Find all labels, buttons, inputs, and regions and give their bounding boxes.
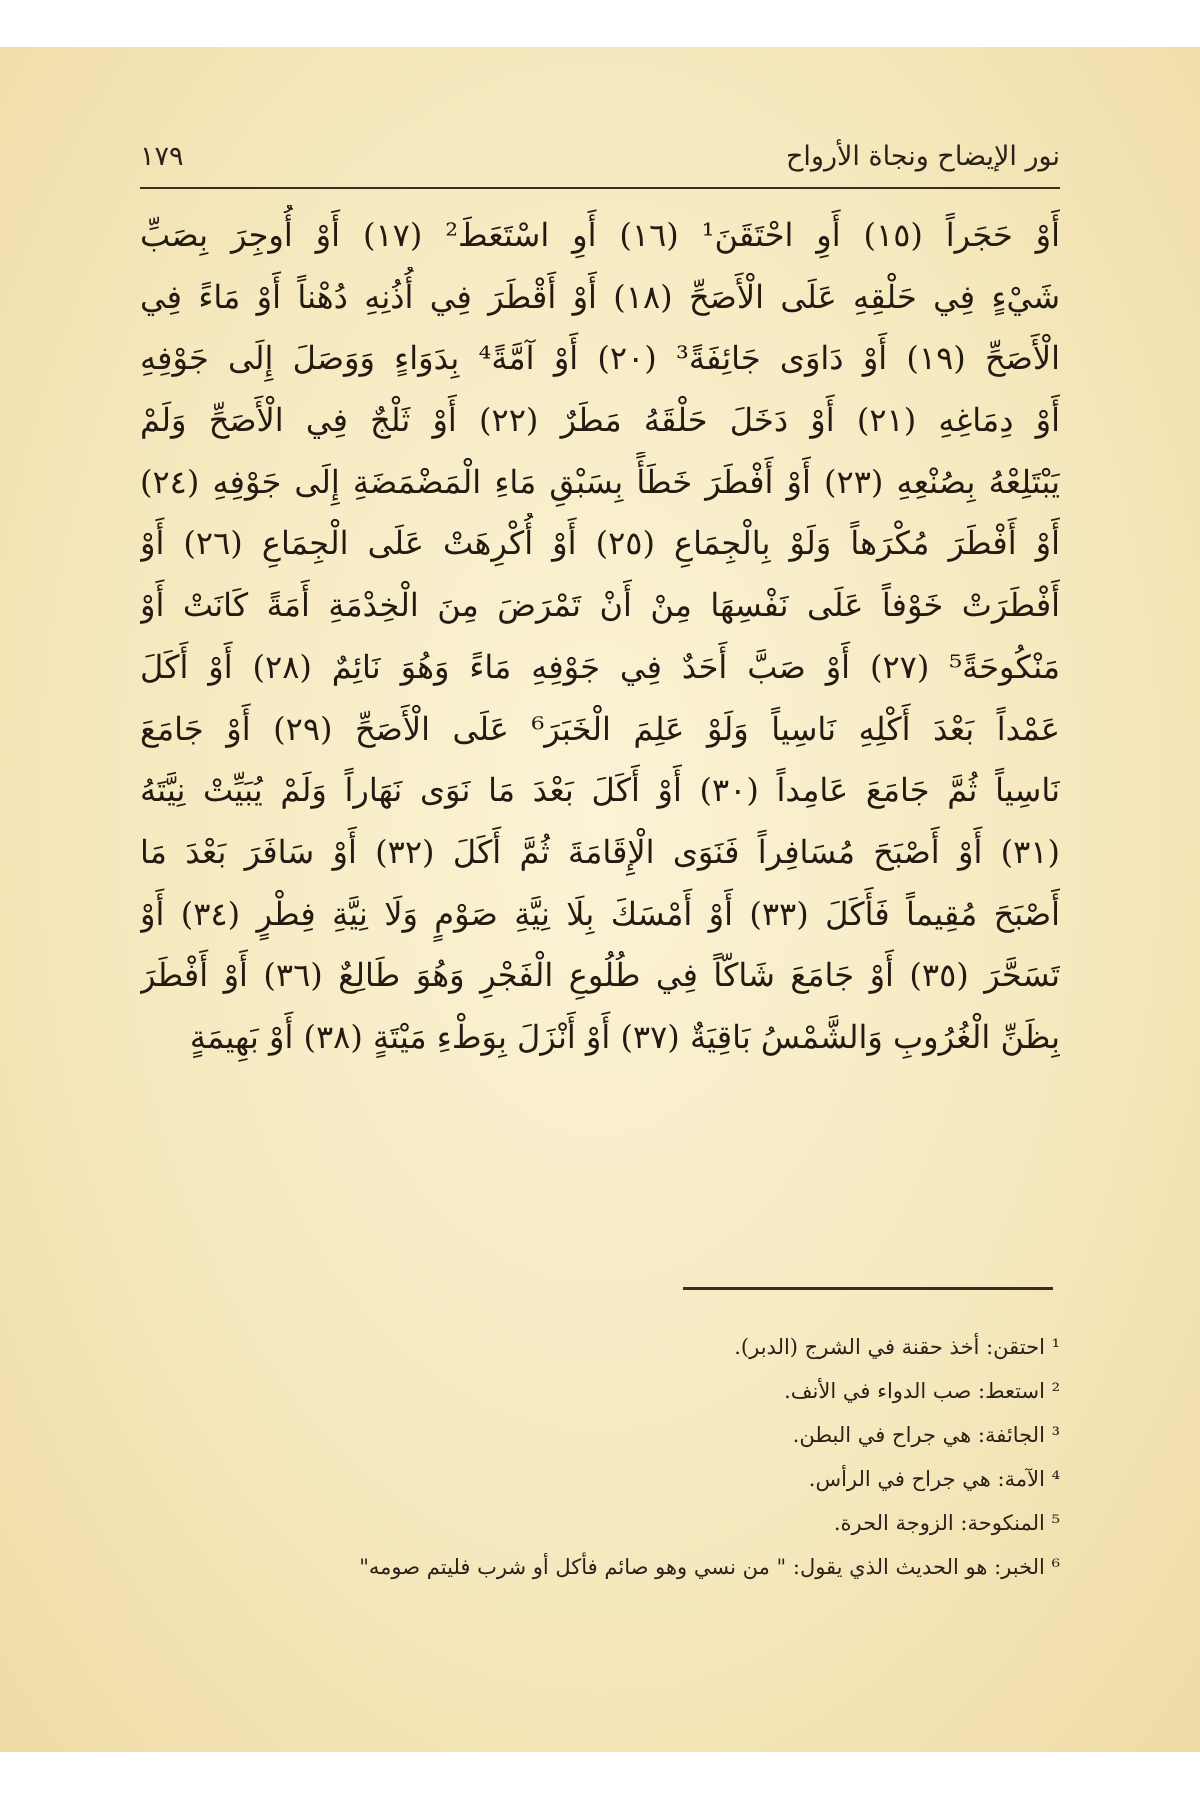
text-line: (٣١) أَوْ أَصْبَحَ مُسَافِراً فَنَوَى الْإِقَامَةَ ثُمَّ أَكَلَ (٣٢) أَوْ سَافَرَ بَعْدَ مَا — [140, 832, 1060, 871]
footnotes — [140, 1325, 1060, 1589]
text-line: أَوْ حَجَراً (١٥) أَوِ احْتَقَنَ¹ (١٦) أَوِ اسْتَعَطَ² (١٧) أَوْ أُوجِرَ بِصَبِّ — [140, 216, 1060, 254]
page-number: ١٧٩ — [140, 141, 184, 172]
text-line: نَاسِياً ثُمَّ جَامَعَ عَامِداً (٣٠) أَوْ أَكَلَ بَعْدَ مَا نَوَى نَهَاراً وَلَمْ يُبَيِّتْ نِيَّتَهُ — [140, 771, 1060, 810]
text-line: مَنْكُوحَةً⁵ (٢٧) أَوْ صَبَّ أَحَدٌ فِي جَوْفِهِ مَاءً وَهُوَ نَائِمٌ (٢٨) أَوْ أَكَلَ — [140, 647, 1060, 686]
footnote: ⁴ الآمة: هي جراح في الرأس. — [808, 1467, 1060, 1491]
text-line: شَيْءٍ فِي حَلْقِهِ عَلَى الْأَصَحِّ (١٨) أَوْ أَقْطَرَ فِي أُذُنِهِ دُهْناً أَوْ مَاءً فِي — [140, 277, 1060, 316]
footnote-divider — [683, 1287, 1053, 1290]
text-line: الْأَصَحِّ (١٩) أَوْ دَاوَى جَائِفَةً³ (٢٠) أَوْ آمَّةً⁴ بِدَوَاءٍ وَوَصَلَ إِلَى جَوْفِهِ — [140, 339, 1060, 378]
text-line: يَبْتَلِعْهُ بِصُنْعِهِ (٢٣) أَوْ أَفْطَرَ خَطَأً بِسَبْقِ مَاءِ الْمَضْمَضَةِ إِلَى جَوْفِهِ (٢٤) — [140, 462, 1060, 501]
text-line: عَمْداً بَعْدَ أَكْلِهِ نَاسِياً وَلَوْ عَلِمَ الْخَبَرَ⁶ عَلَى الْأَصَحِّ (٢٩) أَوْ جَامَعَ — [140, 709, 1060, 748]
text-line: أَصْبَحَ مُقِيماً فَأَكَلَ (٣٣) أَوْ أَمْسَكَ بِلَا نِيَّةِ صَوْمٍ وَلَا نِيَّةِ فِطْرٍ (٣٤) أَوْ — [140, 894, 1060, 933]
book-title: نور الإيضاح ونجاة الأرواح — [786, 141, 1060, 172]
footnote: ⁶ الخبر: هو الحديث الذي يقول: " من نسي وهو صائم فأكل أو شرب فليتم صومه" — [359, 1555, 1060, 1579]
page-header — [140, 137, 1060, 189]
footnote: ¹ احتقن: أخذ حقنة في الشرج (الدبر). — [734, 1335, 1060, 1359]
footnote: ⁵ المنكوحة: الزوجة الحرة. — [833, 1511, 1060, 1535]
footnote: ³ الجائفة: هي جراح في البطن. — [792, 1423, 1060, 1447]
footnote: ² استعط: صب الدواء في الأنف. — [784, 1379, 1060, 1403]
main-text — [140, 205, 1060, 1069]
text-line: أَوْ دِمَاغِهِ (٢١) أَوْ دَخَلَ حَلْقَهُ مَطَرٌ (٢٢) أَوْ ثَلْجٌ فِي الْأَصَحِّ وَلَمْ — [140, 401, 1060, 440]
text-line: تَسَحَّرَ (٣٥) أَوْ جَامَعَ شَاكّاً فِي طُلُوعِ الْفَجْرِ وَهُوَ طَالِعٌ (٣٦) أَوْ أَفْطَرَ — [140, 956, 1060, 995]
text-line: أَوْ أَفْطَرَ مُكْرَهاً وَلَوْ بِالْجِمَاعِ (٢٥) أَوْ أُكْرِهَتْ عَلَى الْجِمَاعِ (٢٦) أَوْ — [140, 524, 1060, 563]
text-line: أَفْطَرَتْ خَوْفاً عَلَى نَفْسِهَا مِنْ أَنْ تَمْرَضَ مِنَ الْخِدْمَةِ أَمَةً كَانَتْ أَوْ — [140, 586, 1060, 625]
text-line: بِظَنِّ الْغُرُوبِ وَالشَّمْسُ بَاقِيَةٌ (٣٧) أَوْ أَنْزَلَ بِوَطْءِ مَيْتَةٍ (٣٨) أَوْ بَهِيمَةٍ — [189, 1017, 1060, 1056]
